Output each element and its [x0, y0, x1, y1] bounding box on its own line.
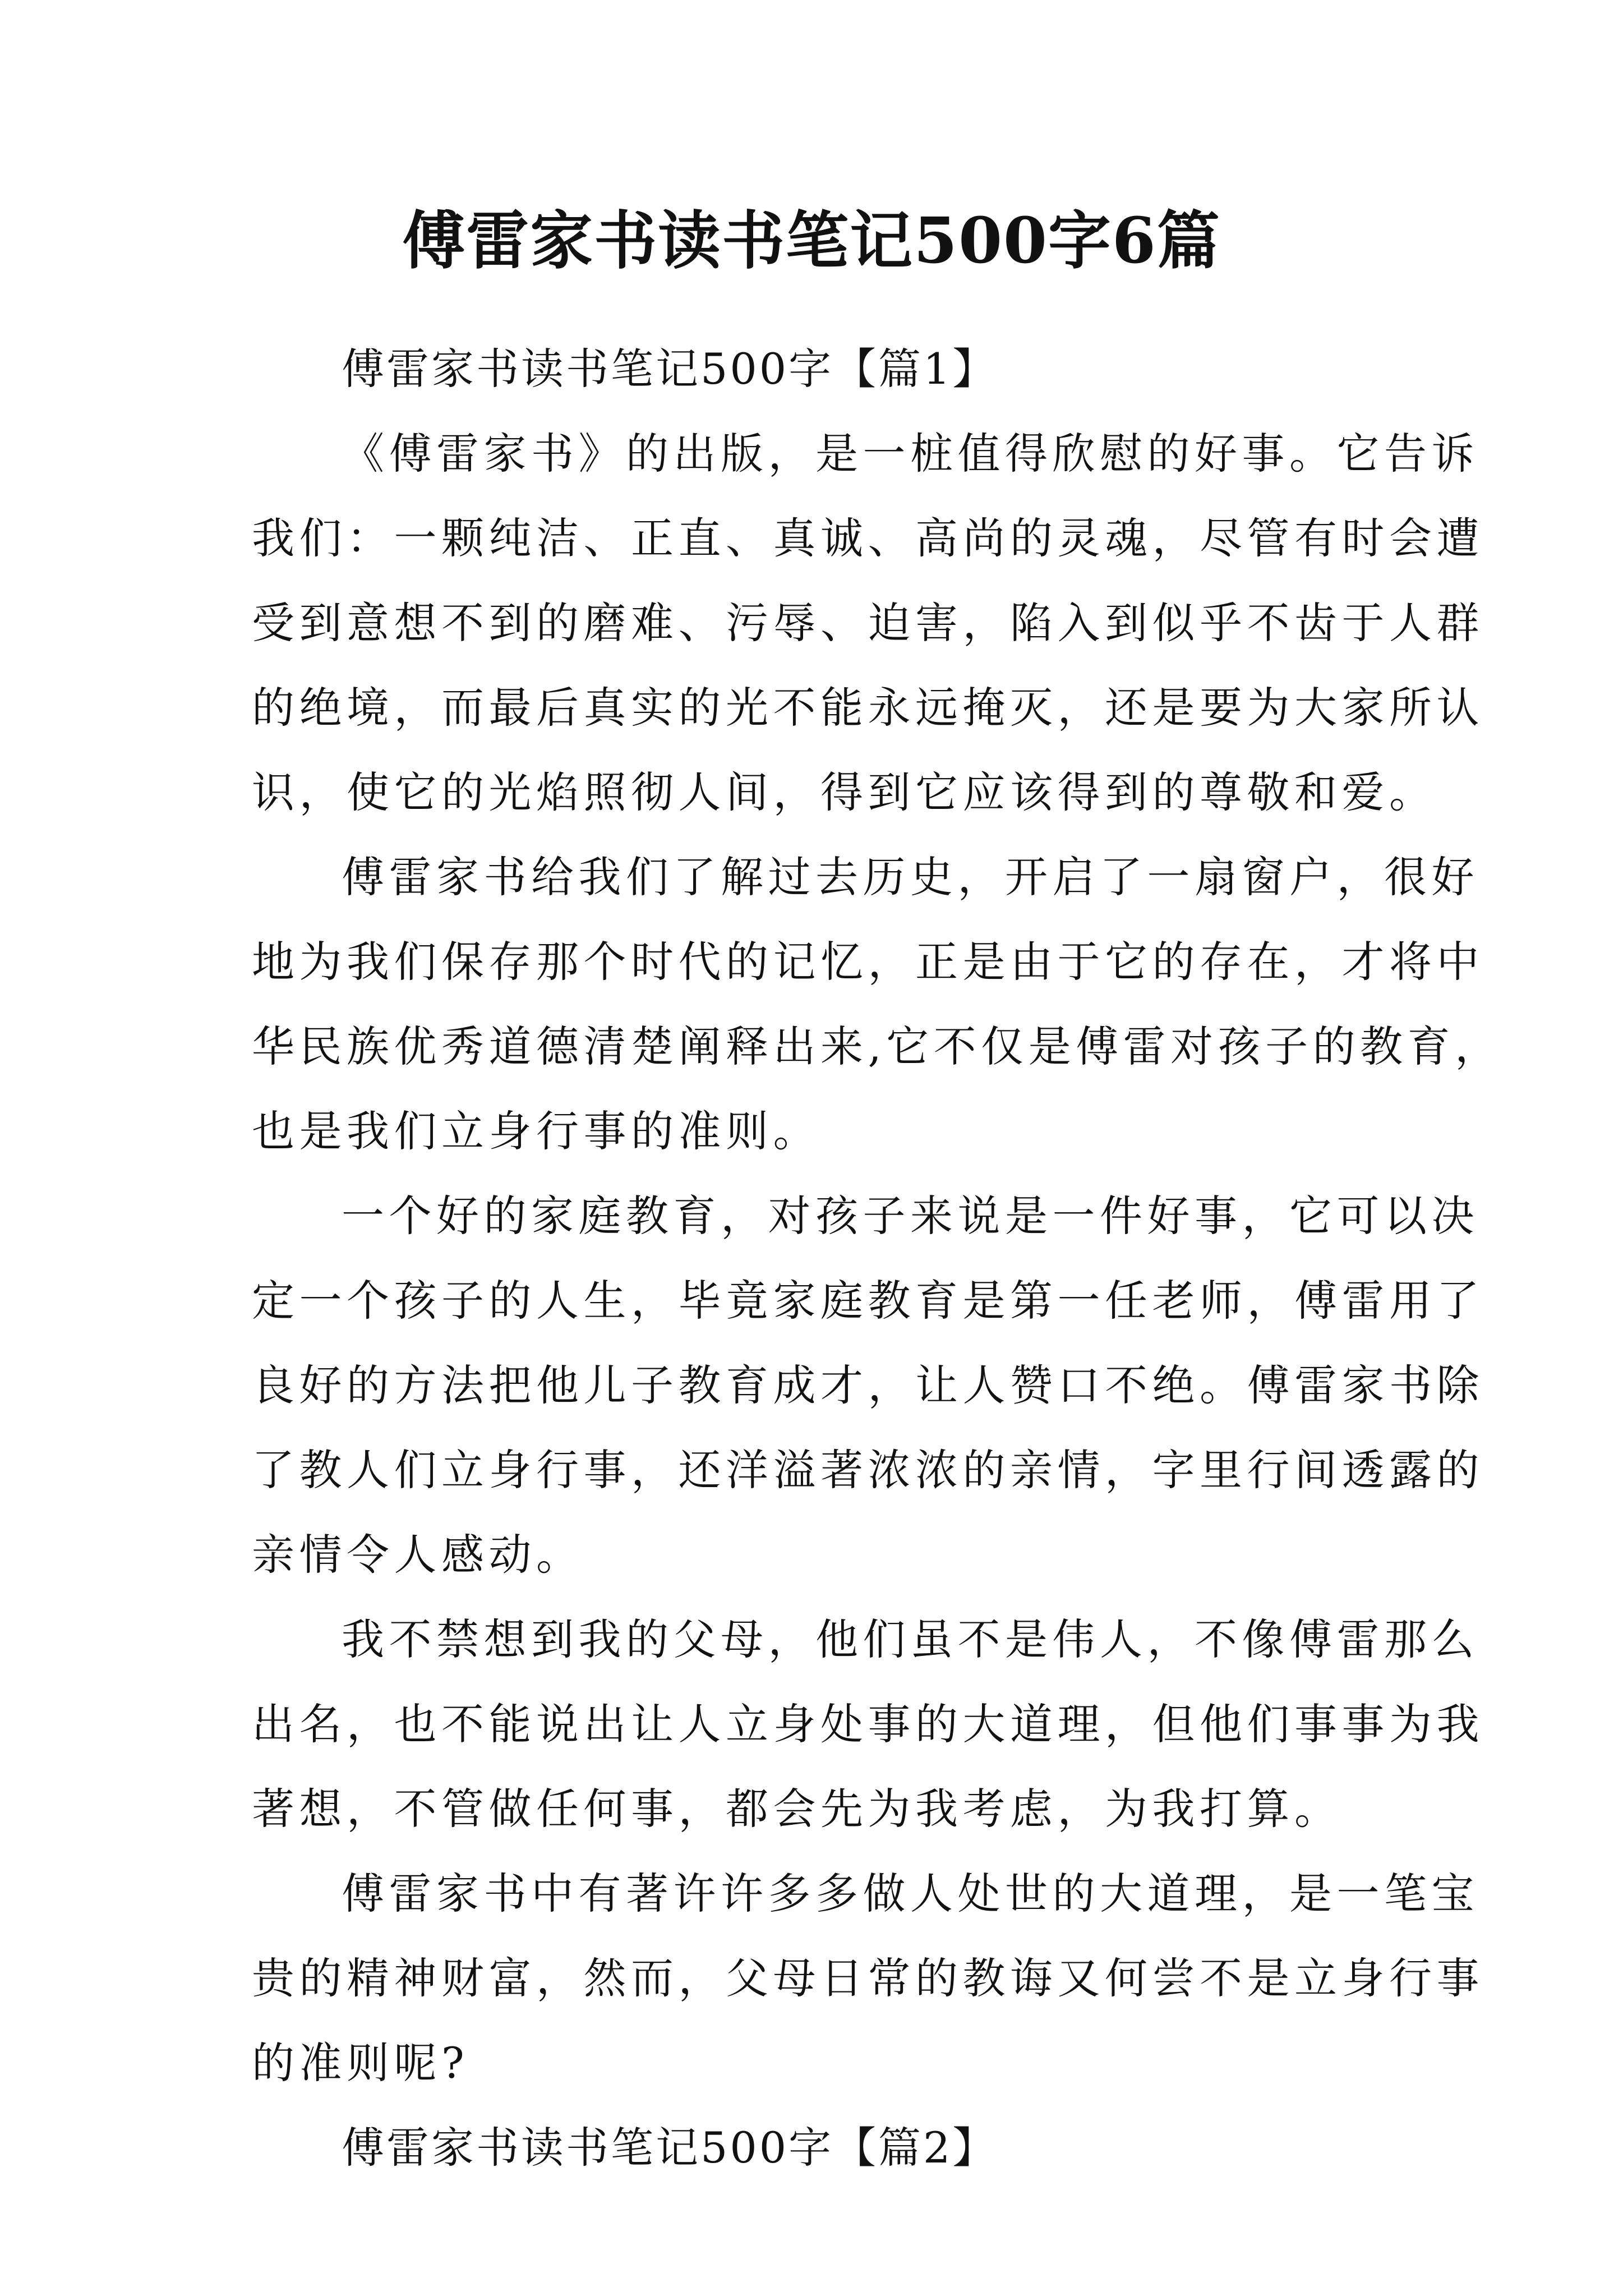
paragraph-line: 良好的方法把他儿子教育成才，让人赞口不绝。傅雷家书除	[252, 1360, 1484, 1410]
section-heading-2: 傅雷家书读书笔记500字【篇2】	[342, 2123, 998, 2173]
paragraph-line: 也是我们立身行事的准则。	[252, 1106, 820, 1156]
paragraph-line: 受到意想不到的磨难、污辱、迫害，陷入到似乎不齿于人群	[252, 598, 1484, 648]
paragraph-line: 华民族优秀道德清楚阐释出来,它不仅是傅雷对孩子的教育，	[252, 1022, 1502, 1071]
paragraph-line: 我们：一颗纯洁、正直、真诚、高尚的灵魂，尽管有时会遭	[252, 513, 1484, 563]
paragraph-line: 识，使它的光焰照彻人间，得到它应该得到的尊敬和爱。	[252, 767, 1437, 817]
paragraph-line: 著想，不管做任何事，都会先为我考虑，为我打算。	[252, 1784, 1342, 1834]
paragraph-line: 傅雷家书给我们了解过去历史，开启了一扇窗户，很好	[342, 852, 1479, 902]
section-heading-1: 傅雷家书读书笔记500字【篇1】	[342, 344, 998, 394]
paragraph-line: 出名，也不能说出让人立身处事的大道理，但他们事事为我	[252, 1699, 1484, 1749]
paragraph-line: 定一个孩子的人生，毕竟家庭教育是第一任老师，傅雷用了	[252, 1276, 1484, 1326]
paragraph-line: 的准则呢?	[252, 2038, 469, 2088]
paragraph-line: 贵的精神财富，然而，父母日常的教诲又何尝不是立身行事	[252, 1953, 1484, 2003]
paragraph-line: 的绝境，而最后真实的光不能永远掩灭，还是要为大家所认	[252, 683, 1484, 733]
paragraph-line: 我不禁想到我的父母，他们虽不是伟人，不像傅雷那么	[342, 1614, 1479, 1664]
document-body	[252, 326, 1502, 2190]
paragraph-line: 傅雷家书中有著许许多多做人处世的大道理，是一笔宝	[342, 1869, 1479, 1918]
paragraph-line: 地为我们保存那个时代的记忆，正是由于它的存在，才将中	[252, 937, 1484, 987]
document-title: 傅雷家书读书笔记500字6篇	[402, 204, 1221, 278]
paragraph-line: 了教人们立身行事，还洋溢著浓浓的亲情，字里行间透露的	[252, 1445, 1484, 1495]
paragraph-line: 《傅雷家书》的出版，是一桩值得欣慰的好事。它告诉	[342, 429, 1479, 478]
paragraph-line: 亲情令人感动。	[252, 1530, 584, 1580]
paragraph-line: 一个好的家庭教育，对孩子来说是一件好事，它可以决	[342, 1191, 1479, 1241]
